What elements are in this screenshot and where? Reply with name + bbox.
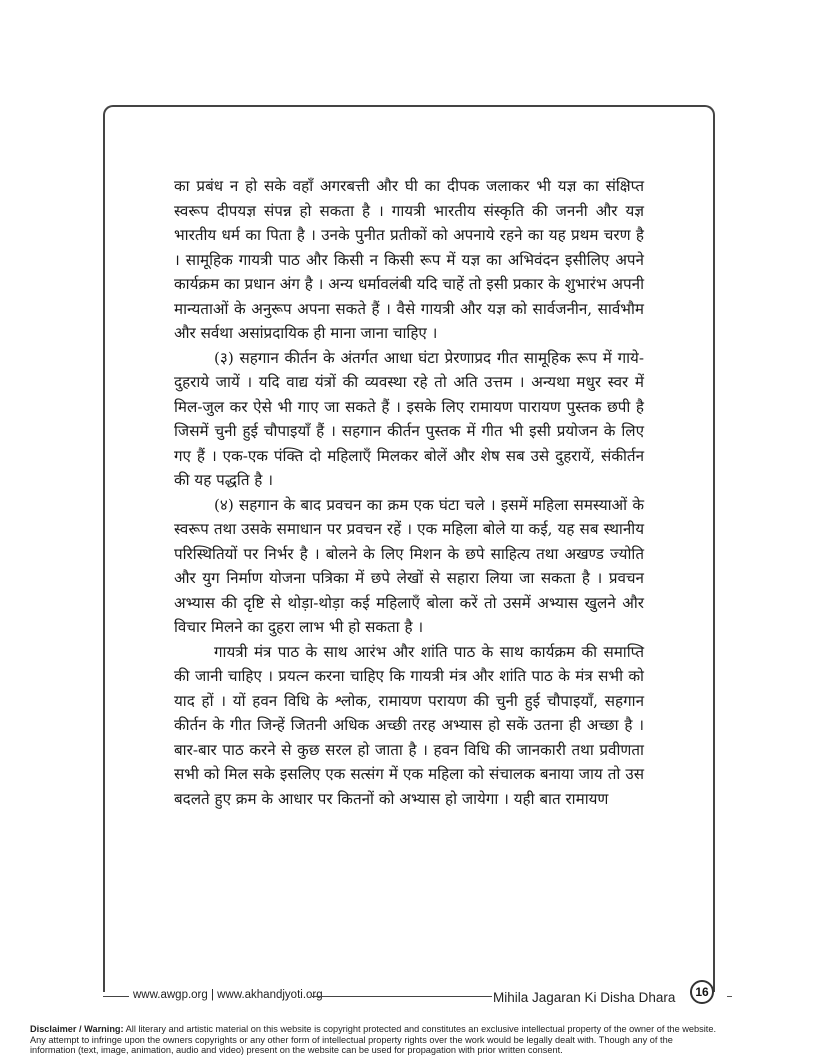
disclaimer-label: Disclaimer / Warning: bbox=[30, 1024, 124, 1034]
disclaimer-notice bbox=[30, 1024, 716, 1056]
paragraph-2: (३) सहगान कीर्तन के अंतर्गत आधा घंटा प्रेरणाप्रद गीत सामूहिक रूप में गाये-दुहराये जायें । यदि वाद्य यंत्रों की व्यवस्था रहे तो अति उत्तम । अन्यथा मधुर स्वर में मिल-जुल कर ऐसे भी गाए जा सकते हैं । इसके लिए रामायण पारायण पुस्तक छपी है जिसमें चुनी हुई चौपाइयाँ हैं । सहगान कीर्तन पुस्तक में गीत भी इसी प्रयोजन के लिए गए हैं । एक-एक पंक्ति दो महिलाएँ मिलकर बोलें और शेष सब उसे दुहरायें, संकीर्तन की यह पद्धति है । bbox=[174, 348, 644, 489]
paragraph-3: (४) सहगान के बाद प्रवचन का क्रम एक घंटा चले । इसमें महिला समस्याओं के स्वरूप तथा उसके समाधान पर प्रवचन रहें । एक महिला बोले या कई, यह सब स्थानीय परिस्थितियों पर निर्भर है । बोलने के लिए मिशन के छपे साहित्य तथा अखण्ड ज्योति और युग निर्माण योजना पत्रिका में छपे लेखों से सहारा लिया जा सकता है । प्रवचन अभ्यास की दृष्टि से थोड़ा-थोड़ा कई महिलाएँ बोला करें तो उसमें अभ्यास खुलने और विचार मिलने का दुहरा लाभ भी हो सकता है । bbox=[174, 495, 644, 636]
disclaimer-text: All literary and artistic material on this website is copyright protected and constitutes an exclusive intellectual property of the owner of the website. Any attempt to infringe upon the owners copyrights or any other form of intellectual property rights over the work would be legally dealt with. Though any of the information (text, image, animation, audio and video) present on the website can be used for propagation with prior written consent. bbox=[30, 1024, 716, 1055]
page-number-badge: 16 bbox=[690, 980, 714, 1004]
footer-website-links[interactable]: www.awgp.org | www.akhandjyoti.org bbox=[133, 989, 323, 1001]
footer-divider-left bbox=[103, 996, 129, 997]
footer-book-title: Mihila Jagaran Ki Disha Dhara bbox=[493, 990, 676, 1005]
footer-divider-middle bbox=[312, 996, 492, 997]
page-content bbox=[174, 174, 644, 811]
paragraph-4: गायत्री मंत्र पाठ के साथ आरंभ और शांति पाठ के साथ कार्यक्रम की समाप्ति की जानी चाहिए । प्रयत्न करना चाहिए कि गायत्री मंत्र और शांति पाठ के मंत्र सभी को याद हों । यों हवन विधि के श्लोक, रामायण परायण की चुनी हुई चौपाइयाँ, सहगान कीर्तन के गीत जिन्हें जितनी अधिक अच्छी तरह अभ्यास हो सकें उतना ही अच्छा है । बार-बार पाठ करने से कुछ सरल हो जाता है । हवन विधि की जानकारी तथा प्रवीणता सभी को मिल सके इसलिए एक सत्संग में एक महिला को संचालक बनाया जाय तो उस बदलते हुए क्रम के आधार पर कितनों को अभ्यास हो जायेगा । यही बात रामायण bbox=[174, 642, 644, 808]
footer-divider-right bbox=[727, 996, 732, 997]
paragraph-1: का प्रबंध न हो सके वहाँ अगरबत्ती और घी का दीपक जलाकर भी यज्ञ का संक्षिप्त स्वरूप दीपयज्ञ संपन्न हो सकता है । गायत्री भारतीय संस्कृति की जननी और यज्ञ भारतीय धर्म का पिता है । उनके पुनीत प्रतीकों को अपनाये रहने का यह प्रथम चरण है । सामूहिक गायत्री पाठ और किसी न किसी रूप में यज्ञ का अभिवंदन इसीलिए अपने कार्यक्रम का प्रधान अंग है । अन्य धर्मावलंबी यदि चाहें तो इसी प्रकार के शुभारंभ अपनी मान्यताओं के अनुरूप अपना सकते हैं । वैसे गायत्री और यज्ञ को सार्वजनीन, सार्वभौम और सर्वथा असांप्रदायिक ही माना जाना चाहिए । bbox=[174, 177, 644, 342]
